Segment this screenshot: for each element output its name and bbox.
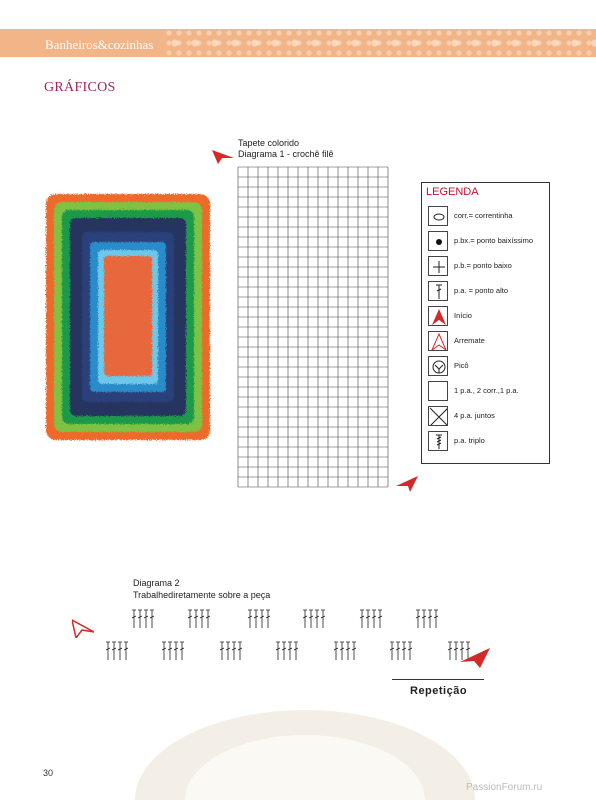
legend-item-label: corr.= correntinha	[454, 211, 513, 220]
legend-item	[428, 281, 548, 301]
diagram2-subtitle: Trabalhediretamente sobre a peça	[133, 590, 271, 600]
rug-photo	[42, 192, 214, 442]
legend-title: LEGENDA	[426, 186, 479, 198]
filet-grid	[236, 165, 390, 493]
start-arrow-icon	[212, 150, 234, 164]
repeat-line	[392, 679, 484, 680]
double-crochet-icon	[428, 281, 448, 301]
legend-item	[428, 406, 548, 426]
legend-item	[428, 356, 548, 376]
legend-item	[428, 431, 548, 451]
legend-item-label: Arremate	[454, 336, 485, 345]
page-heading: GRÁFICOS	[44, 80, 116, 95]
legend-item-label: 4 p.a. juntos	[454, 411, 495, 420]
finish-arrow-icon	[396, 476, 418, 492]
legend-item-label: p.a. triplo	[454, 436, 485, 445]
empty-square-icon	[428, 381, 448, 401]
start-arrow-icon	[428, 306, 448, 326]
legend-item	[428, 306, 548, 326]
legend-item-label: p.a. = ponto alto	[454, 286, 509, 295]
dot-icon	[428, 231, 448, 251]
diagram2-stitches	[100, 608, 500, 668]
section-label: Banheiros&cozinhas	[45, 37, 154, 52]
repeat-label: Repetição	[410, 685, 468, 697]
plus-icon	[428, 256, 448, 276]
finish-arrow-icon	[428, 331, 448, 351]
legend-item-label: 1 p.a., 2 corr.,1 p.a.	[454, 386, 519, 395]
triple-crochet-icon	[428, 431, 448, 451]
chain-oval-icon	[428, 206, 448, 226]
legend-item	[428, 231, 548, 251]
start-arrow-icon	[72, 616, 94, 638]
legend-item-label: Início	[454, 311, 472, 320]
legend-item	[428, 256, 548, 276]
legend-item-label: p.b.= ponto baixo	[454, 261, 512, 270]
legend-item	[428, 206, 548, 226]
watermark: PassionForum.ru	[466, 782, 543, 793]
finish-arrow-icon	[460, 648, 490, 668]
x-square-icon	[428, 406, 448, 426]
picot-icon	[428, 356, 448, 376]
header-pattern	[165, 29, 596, 57]
legend-item	[428, 381, 548, 401]
diagram1-title: Tapete colorido	[238, 138, 300, 148]
legend-item	[428, 331, 548, 351]
doily-decoration	[130, 690, 480, 800]
diagram2-title: Diagrama 2	[133, 578, 180, 588]
page-number: 30	[43, 768, 54, 778]
legend-item-label: Picô	[454, 361, 469, 370]
diagram1-subtitle: Diagrama 1 - crochê filê	[238, 149, 334, 159]
legend-item-label: p.bx.= ponto baixíssimo	[454, 236, 534, 245]
